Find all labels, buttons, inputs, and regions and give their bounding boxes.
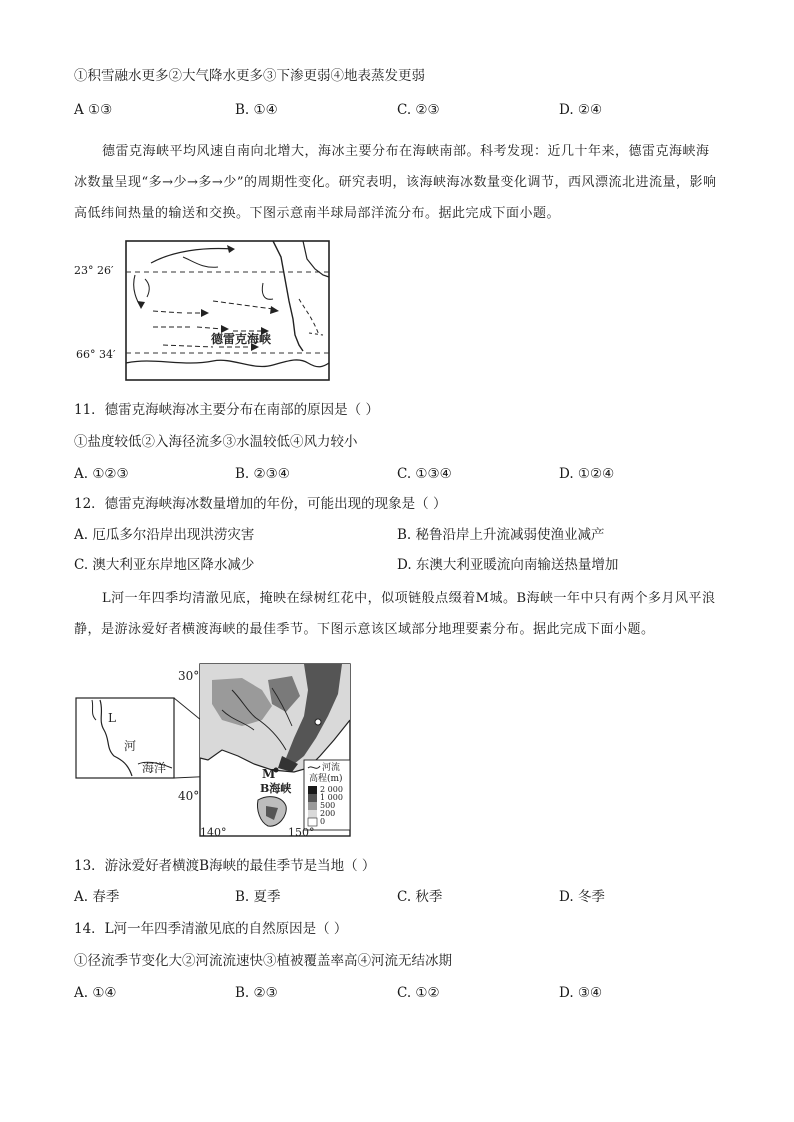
passage-l-river: L河一年四季均清澈见底，掩映在绿树红花中，似项链般点缀着M城。B海峡一年中只有两个多月风平浪静，是游泳爱好者横渡海峡的最佳季节。下图示意该区域部分地理要素分布。据此完成下面小题。: [74, 591, 716, 637]
q12-option-a[interactable]: A. 厄瓜多尔沿岸出现洪涝灾害: [74, 527, 255, 543]
lat-bottom-label: 66° 34′: [76, 348, 116, 361]
regional-map: [72, 660, 354, 838]
q10-statement: ①积雪融水更多②大气降水更多③下渗更弱④地表蒸发更弱: [74, 68, 425, 84]
q10-option-a[interactable]: A ①③: [74, 102, 113, 118]
q11-stem: 11．德雷克海峡海冰主要分布在南部的原因是（ ）: [74, 402, 379, 418]
q11-option-a[interactable]: A. ①②③: [74, 466, 129, 482]
lat-30-label: 30°: [178, 669, 200, 683]
legend-level-500: 500: [320, 801, 336, 810]
legend-level-200: 200: [320, 809, 336, 818]
q12-stem: 12．德雷克海峡海冰数量增加的年份，可能出现的现象是（ ）: [74, 496, 447, 512]
legend-level-0: 0: [320, 817, 326, 826]
q14-option-c[interactable]: C. ①②: [397, 985, 440, 1001]
ocean-current-map: [123, 239, 331, 382]
strait-b-label: B海峡: [260, 782, 292, 795]
lon-140-label: 140°: [200, 826, 227, 838]
q12-option-d[interactable]: D. 东澳大利亚暖流向南输送热量增加: [397, 557, 619, 573]
q11-option-d[interactable]: D. ①②④: [559, 466, 615, 482]
drake-strait-label: 德雷克海峡: [211, 332, 272, 346]
lat-40-label: 40°: [178, 789, 200, 803]
river-l-label: L: [108, 711, 116, 725]
q10-option-b[interactable]: B. ①④: [235, 102, 278, 118]
q12-option-c[interactable]: C. 澳大利亚东岸地区降水减少: [74, 557, 255, 573]
q13-option-c[interactable]: C. 秋季: [397, 889, 443, 905]
river-he-label: 河: [124, 739, 137, 753]
q11-statement: ①盐度较低②入海径流多③水温较低④风力较小: [74, 434, 358, 450]
legend-elevation-label: 高程(m): [309, 774, 343, 784]
legend-river-label: 河流: [322, 763, 341, 773]
legend-level-2000: 2 000: [320, 785, 343, 794]
q10-option-c[interactable]: C. ②③: [397, 102, 440, 118]
q11-option-c[interactable]: C. ①③④: [397, 466, 452, 482]
legend-level-1000: 1 000: [320, 793, 343, 802]
lat-top-label: 23° 26′: [74, 264, 114, 277]
q13-stem: 13．游泳爱好者横渡B海峡的最佳季节是当地（ ）: [74, 858, 376, 874]
q14-option-a[interactable]: A. ①④: [74, 985, 117, 1001]
q12-option-b[interactable]: B. 秘鲁沿岸上升流减弱使渔业减产: [397, 527, 605, 543]
ocean-label: 海洋: [142, 761, 167, 775]
q14-option-b[interactable]: B. ②③: [235, 985, 278, 1001]
passage-drake: 德雷克海峡平均风速自南向北增大，海冰主要分布在海峡南部。科考发现：近几十年来，德雷克海峡海冰数量呈现“多→少→多→少”的周期性变化。研究表明，该海峡海冰数量变化调节，西风漂流北进流量，影响高低纬间热量的输送和交换。下图示意南半球局部洋流分布。据此完成下面小题。: [74, 144, 717, 221]
q14-stem: 14．L河一年四季清澈见底的自然原因是（ ）: [74, 921, 348, 937]
q13-option-a[interactable]: A. 春季: [74, 889, 120, 905]
city-m-label: M: [262, 767, 276, 781]
q13-option-b[interactable]: B. 夏季: [235, 889, 281, 905]
q11-option-b[interactable]: B. ②③④: [235, 466, 290, 482]
q13-option-d[interactable]: D. 冬季: [559, 889, 605, 905]
lon-150-label: 150°: [288, 826, 315, 838]
q10-option-d[interactable]: D. ②④: [559, 102, 603, 118]
q14-option-d[interactable]: D. ③④: [559, 985, 603, 1001]
q14-statement: ①径流季节变化大②河流流速快③植被覆盖率高④河流无结冰期: [74, 953, 452, 969]
